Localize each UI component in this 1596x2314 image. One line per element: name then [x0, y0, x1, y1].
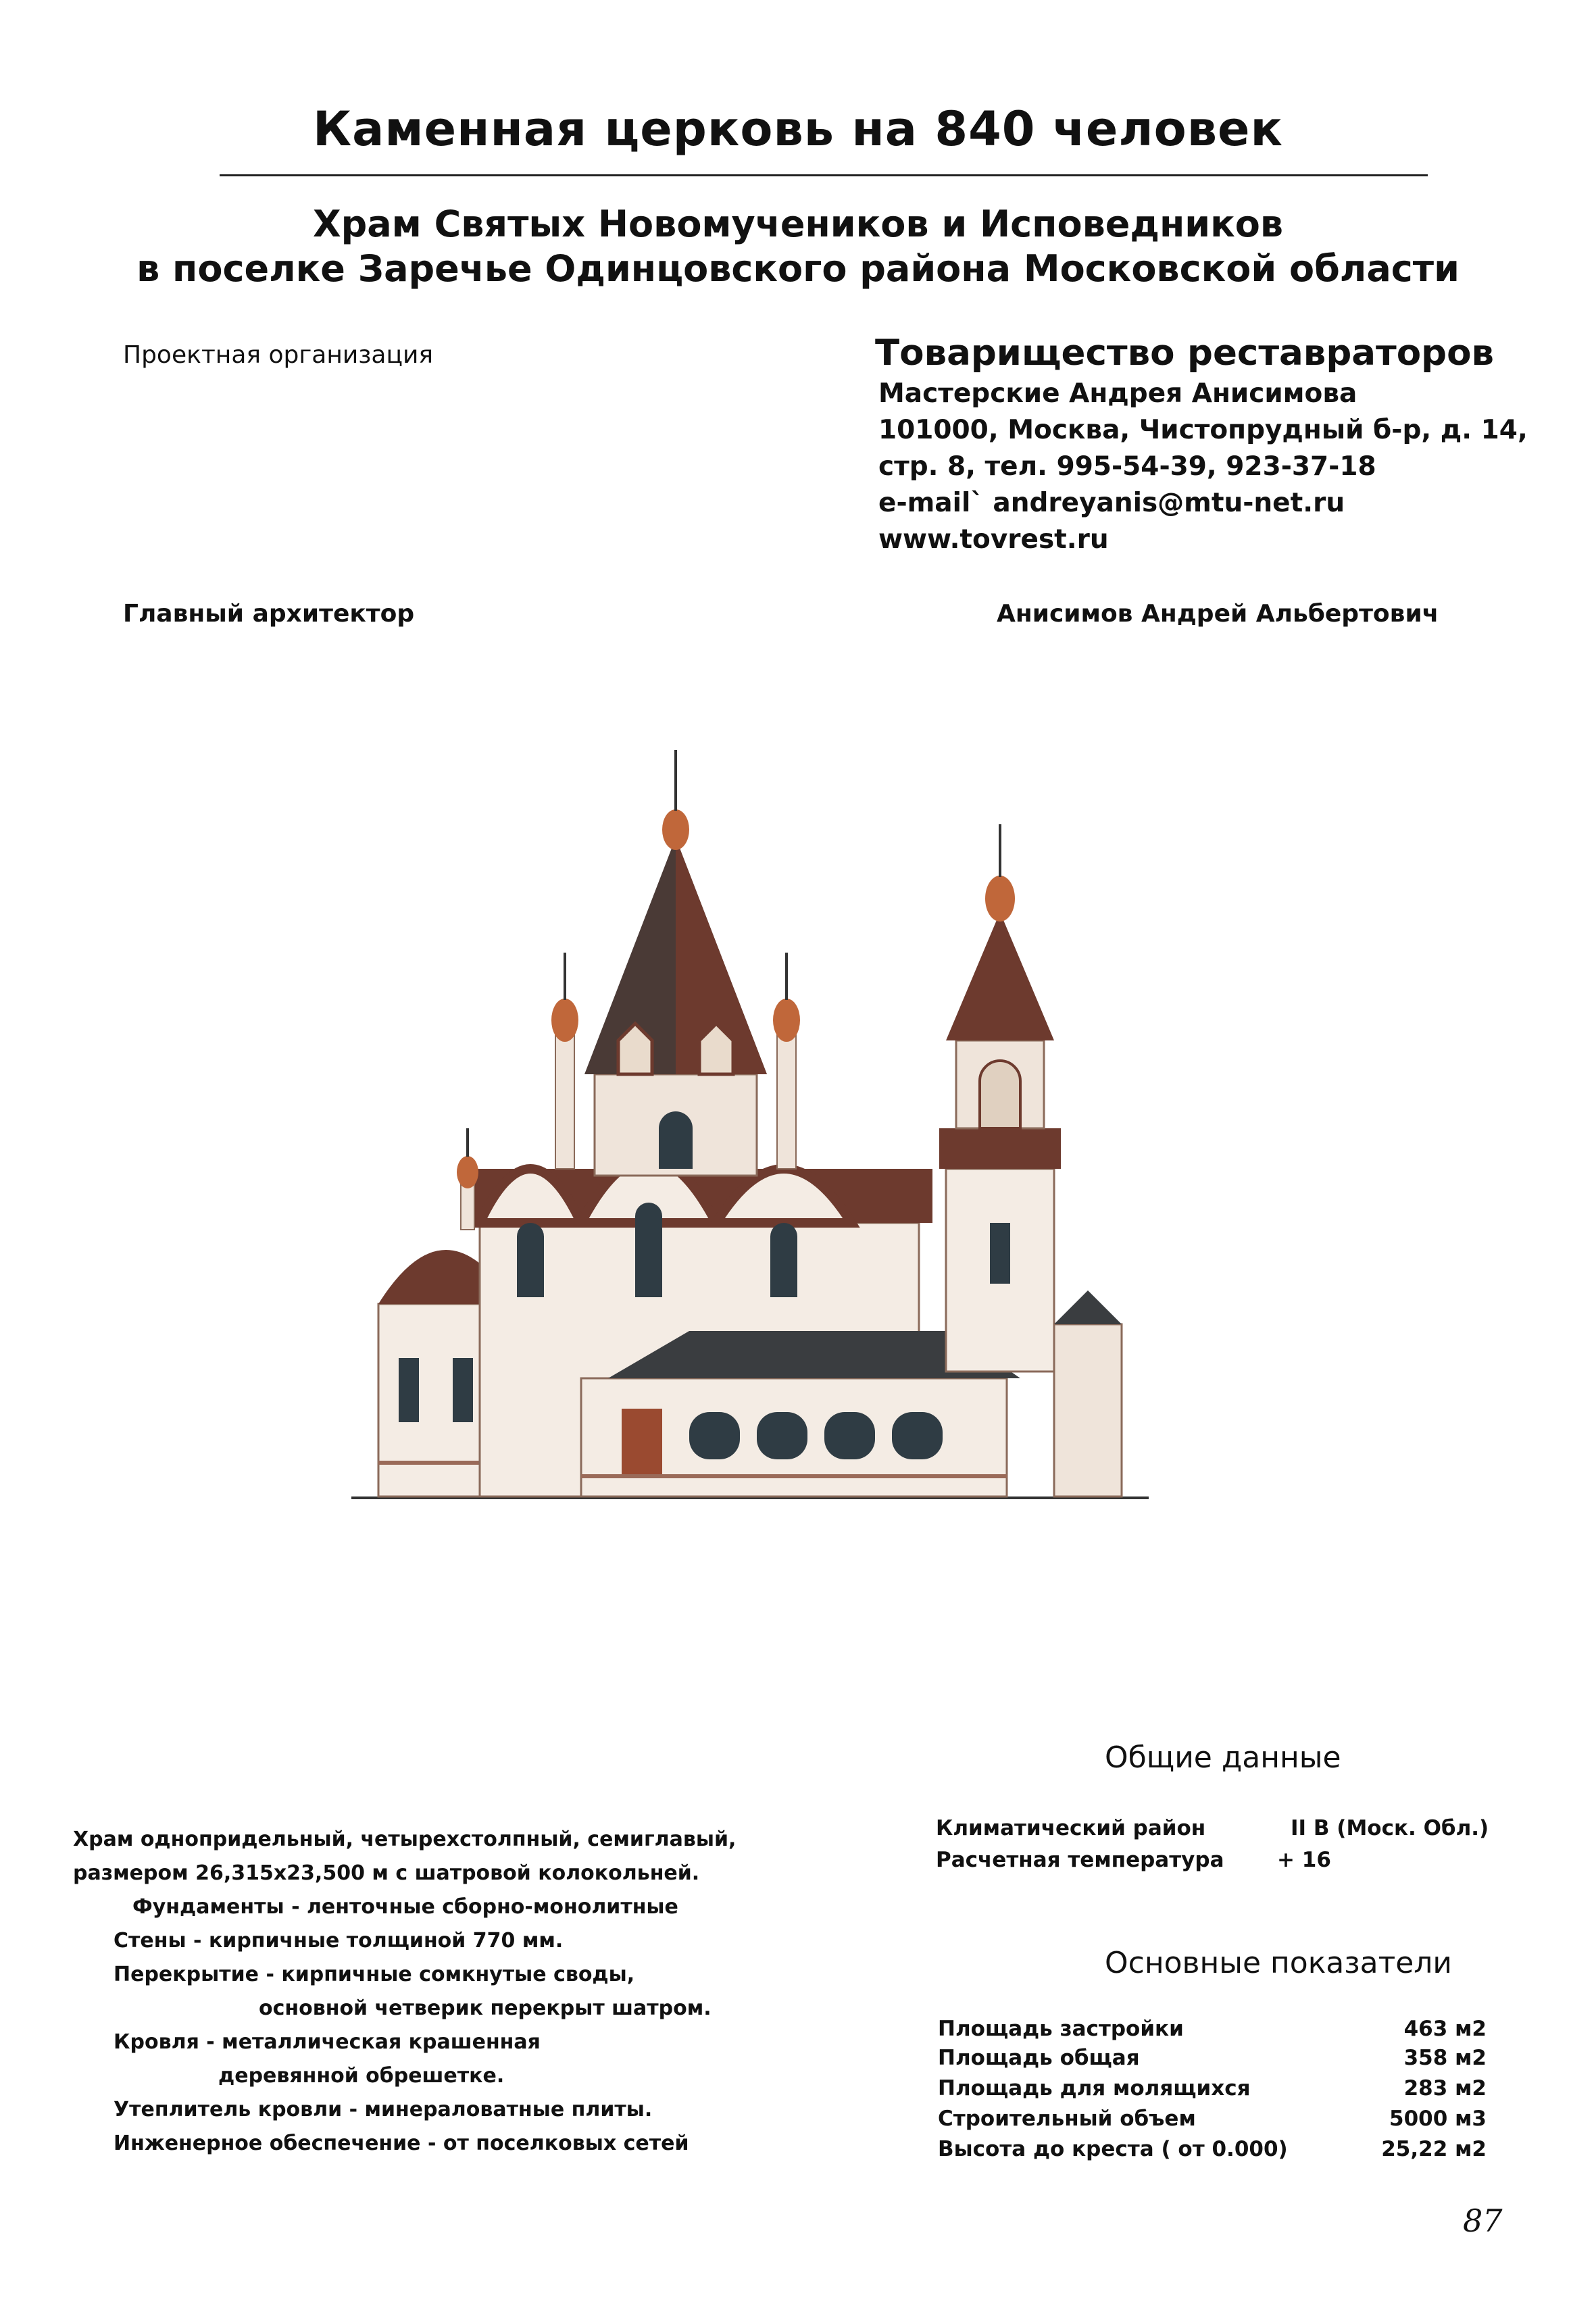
description-line: Кровля - металлическая крашенная	[114, 2030, 541, 2054]
general-row-value: II В (Моск. Обл.)	[1291, 1816, 1489, 1840]
general-data-heading: Общие данные	[1105, 1740, 1341, 1775]
description-line: Стены - кирпичные толщиной 770 мм.	[114, 1929, 564, 1953]
general-row-label: Климатический район	[936, 1816, 1206, 1840]
description-text	[73, 1823, 736, 2161]
organization-line: 101000, Москва, Чистопрудный б-р, д. 14,	[878, 415, 1528, 445]
indicator-row-value: 358 м2	[1403, 2046, 1487, 2070]
general-row-value: + 16	[1277, 1848, 1331, 1872]
subtitle-line-2: в поселке Заречье Одинцовского района Московской области	[136, 247, 1460, 290]
organization-details	[878, 376, 1528, 558]
indicator-row-value: 5000 м3	[1389, 2107, 1487, 2131]
indicator-row-label: Строительный объем	[938, 2107, 1196, 2131]
subtitle-line-1: Храм Святых Новомучеников и Исповедников	[312, 203, 1284, 245]
general-row-label: Расчетная температура	[936, 1848, 1224, 1872]
organization-line: Мастерские Андрея Анисимова	[878, 378, 1357, 409]
indicator-row-value: 25,22 м2	[1381, 2137, 1487, 2161]
description-line: основной четверик перекрыт шатром.	[259, 1996, 712, 2020]
indicator-row-label: Высота до креста ( от 0.000)	[938, 2137, 1288, 2161]
indicator-row-value: 463 м2	[1403, 2017, 1487, 2041]
indicator-row-label: Площадь общая	[938, 2046, 1140, 2070]
central-tent-roof	[584, 750, 767, 1176]
page-title: Каменная церковь на 840 человек	[312, 101, 1284, 157]
church-elevation-drawing	[351, 750, 1149, 1534]
organization-name: Товарищество реставраторов	[875, 332, 1495, 374]
description-line: Храм однопридельный, четырехстолпный, семиглавый,	[73, 1828, 737, 1851]
organization-email[interactable]: e-mail` andreyanis@mtu-net.ru	[878, 488, 1345, 518]
title-divider	[220, 174, 1428, 176]
indicator-row-label: Площадь застройки	[938, 2017, 1184, 2041]
organization-line: стр. 8, тел. 995-54-39, 923-37-18	[878, 451, 1376, 482]
indicator-row-value: 283 м2	[1403, 2076, 1487, 2101]
indicator-row-label: Площадь для молящихся	[938, 2076, 1251, 2101]
organization-label: Проектная организация	[123, 341, 434, 369]
description-line: Инженерное обеспечение - от поселковых сетей	[114, 2132, 689, 2155]
description-line: размером 26,315х23,500 м с шатровой колокольней.	[73, 1861, 700, 1885]
organization-website[interactable]: www.tovrest.ru	[878, 524, 1109, 555]
description-line: Перекрытие - кирпичные сомкнутые своды,	[114, 1963, 635, 1986]
architect-name: Анисимов Андрей Альбертович	[997, 600, 1439, 628]
architect-label: Главный архитектор	[123, 600, 415, 628]
indicators-heading: Основные показатели	[1105, 1946, 1453, 1980]
page-number: 87	[1463, 2203, 1503, 2239]
description-line: Фундаменты - ленточные сборно-монолитные	[132, 1895, 678, 1919]
description-line: Утеплитель кровли - минераловатные плиты.	[114, 2098, 653, 2121]
description-line: деревянной обрешетке.	[218, 2064, 505, 2088]
